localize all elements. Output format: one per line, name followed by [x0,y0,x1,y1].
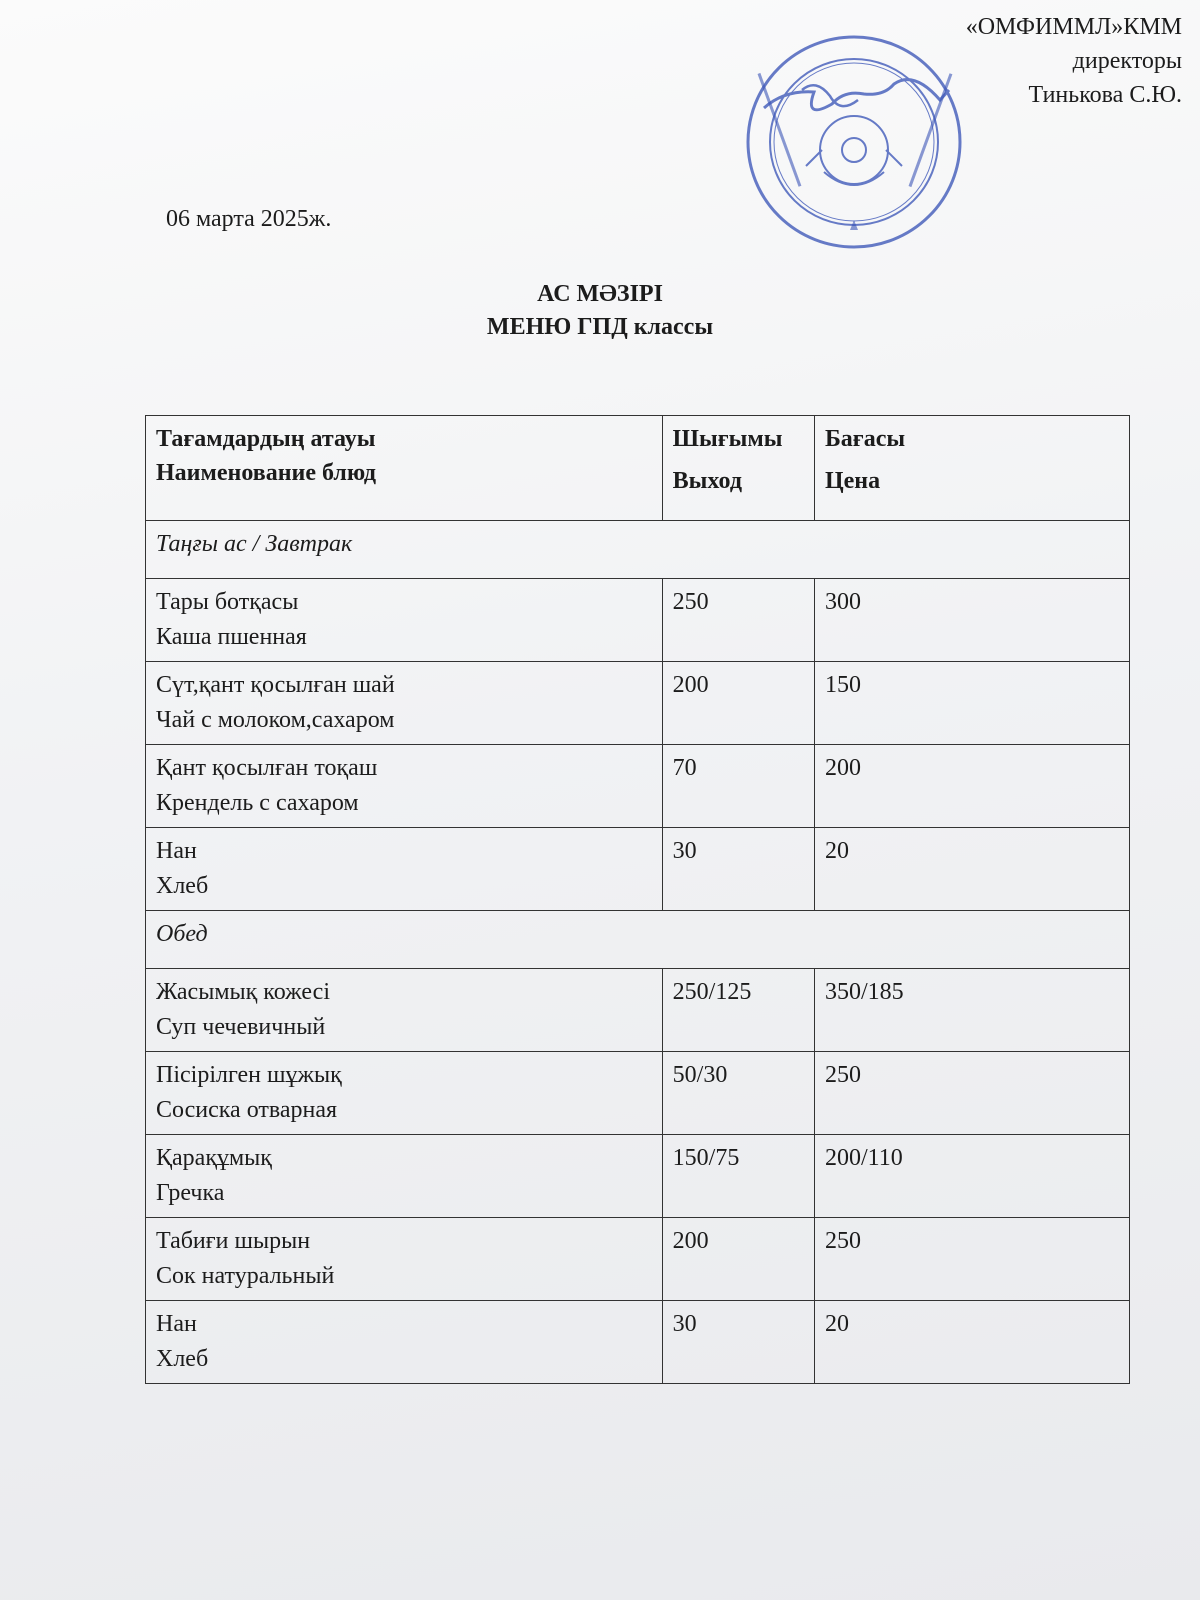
menu-table [145,415,1130,1384]
document-date: 06 марта 2025ж. [166,206,332,232]
header-output [662,416,814,521]
price-cell: 250 [814,1052,1129,1135]
dish-name-kz: Нан [156,838,197,864]
dish-name-kz: Сүт,қант қосылған шай [156,672,395,698]
header-output-ru: Выход [672,468,742,494]
dish-name-ru: Гречка [156,1180,225,1206]
dish-name-cell [146,1052,663,1135]
approval-person: Тинькова С.Ю. [1028,82,1182,108]
price-cell: 300 [814,579,1129,662]
table-row [146,1301,1130,1384]
table-row [146,1135,1130,1218]
output-cell: 30 [662,1301,814,1384]
title-ru: МЕНЮ ГПД классы [486,314,714,340]
output-cell: 30 [662,828,814,911]
dish-name-cell [146,969,663,1052]
dish-name-kz: Табиғи шырын [156,1228,311,1254]
output-cell: 70 [662,745,814,828]
dish-name-cell [146,1301,663,1384]
title-kz: АС МӘЗІРІ [537,281,663,307]
dish-name-cell [146,1218,663,1301]
output-cell: 200 [662,1218,814,1301]
table-header-row [146,416,1130,521]
section-row [146,521,1130,579]
output-cell: 250 [662,579,814,662]
price-cell: 350/185 [814,969,1129,1052]
header-name-kz: Тағамдардың атауы [156,426,376,452]
page-title [0,278,1200,344]
dish-name-ru: Сосиска отварная [156,1097,338,1123]
dish-name-kz: Тары ботқасы [156,589,299,615]
price-cell: 150 [814,662,1129,745]
dish-name-ru: Сок натуральный [156,1263,335,1289]
dish-name-cell [146,828,663,911]
price-cell: 20 [814,1301,1129,1384]
section-title: Таңғы ас / Завтрак [146,521,1130,579]
output-cell: 200 [662,662,814,745]
header-price-ru: Цена [824,468,881,494]
dish-name-ru: Крендель с сахаром [156,790,359,816]
dish-name-ru: Хлеб [156,873,209,899]
table-row [146,662,1130,745]
header-name-ru: Наименование блюд [156,460,376,486]
dish-name-cell [146,1135,663,1218]
section-row [146,911,1130,969]
dish-name-kz: Пісірілген шұжық [156,1062,342,1088]
price-cell: 250 [814,1218,1129,1301]
menu-body [146,521,1130,1384]
dish-name-cell [146,745,663,828]
dish-name-cell [146,579,663,662]
approval-org: «ОМФИММЛ»КММ [965,14,1182,40]
table-row [146,828,1130,911]
dish-name-kz: Жасымық кожесі [156,979,330,1005]
price-cell: 20 [814,828,1129,911]
dish-name-cell [146,662,663,745]
dish-name-kz: Қарақұмық [156,1145,272,1171]
output-cell: 150/75 [662,1135,814,1218]
section-title: Обед [146,911,1130,969]
price-cell: 200/110 [814,1135,1129,1218]
header-price [814,416,1129,521]
table-row [146,745,1130,828]
table-row [146,969,1130,1052]
table-row [146,1052,1130,1135]
output-cell: 50/30 [662,1052,814,1135]
official-seal-icon [744,30,994,250]
output-cell: 250/125 [662,969,814,1052]
table-row [146,579,1130,662]
dish-name-kz: Нан [156,1311,197,1337]
dish-name-kz: Қант қосылған тоқаш [156,755,378,781]
dish-name-ru: Каша пшенная [156,624,307,650]
approval-position: директоры [1072,48,1182,74]
dish-name-ru: Суп чечевичный [156,1014,326,1040]
header-output-kz: Шығымы [672,426,783,452]
header-price-kz: Бағасы [824,426,906,452]
dish-name-ru: Хлеб [156,1346,209,1372]
price-cell: 200 [814,745,1129,828]
dish-name-ru: Чай с молоком,сахаром [156,707,395,733]
table-row [146,1218,1130,1301]
header-name [146,416,663,521]
